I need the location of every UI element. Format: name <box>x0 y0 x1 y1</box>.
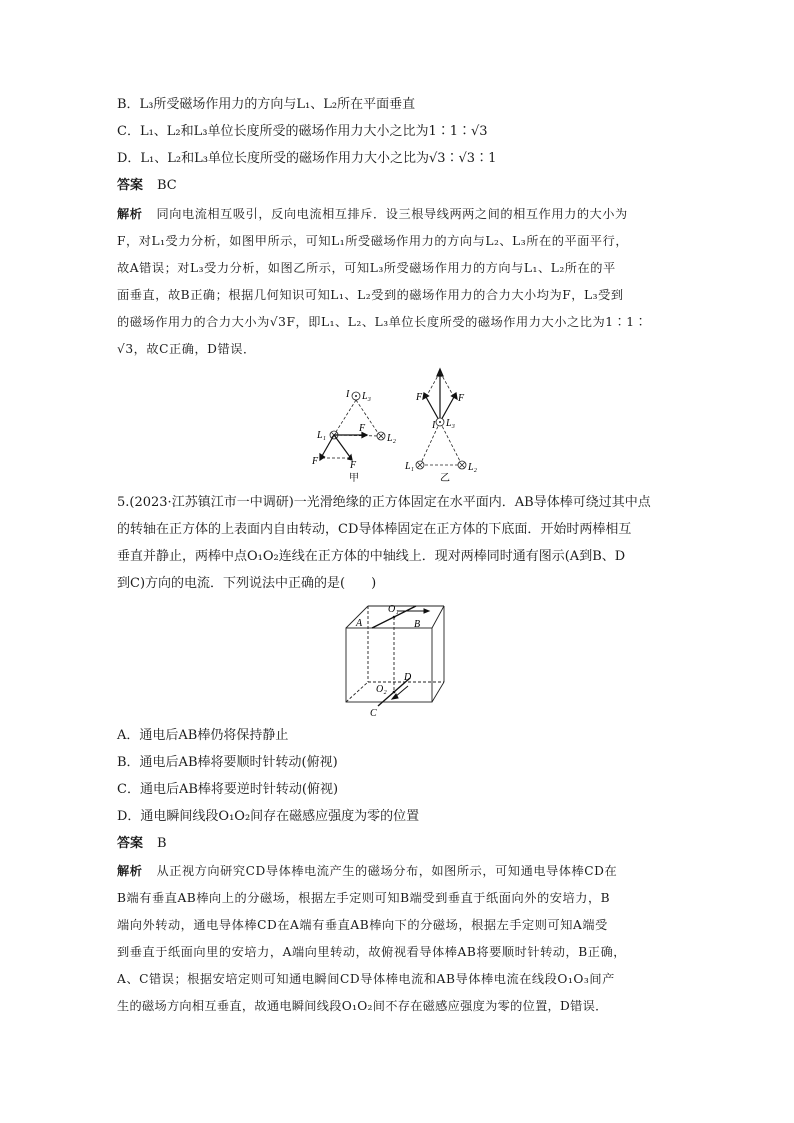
q5-option-b: B．通电后AB棒将要顺时针转动(俯视) <box>117 755 338 770</box>
label-current: I <box>346 389 350 400</box>
label-l3: L₃ <box>446 418 456 429</box>
answer-value: B <box>157 836 167 851</box>
explanation-text: 从正视方向研究CD导体棒电流产生的磁场分布，如图所示，可知通电导体棒CD在 <box>156 864 618 878</box>
q4-explanation-line: 面垂直，故B正确；根据几何知识可知L₁、L₂受到的磁场作用力的合力大小均为F，L₃受到 <box>117 288 624 302</box>
q5-stem-line: 5.(2023·江苏镇江市一中调研)一光滑绝缘的正方体固定在水平面内．AB导体棒可绕过其中点 <box>117 495 651 510</box>
q4-option-c: C．L₁、L₂和L₃单位长度所受的磁场作用力大小之比为1∶1∶√3 <box>117 124 488 139</box>
label-force: F <box>359 423 366 434</box>
force-arrows <box>320 433 367 461</box>
q5-option-d: D．通电瞬间线段O₁O₂间存在磁感应强度为零的位置 <box>117 809 420 824</box>
q5-option-c: C．通电后AB棒将要逆时针转动(俯视) <box>117 782 339 797</box>
label-l3: L₃ <box>362 391 372 402</box>
explanation-label: 解析 <box>117 207 143 221</box>
q4-explanation-line: 的磁场作用力的合力大小为√3F，即L₁、L₂、L₃单位长度所受的磁场作用力大小之比为1∶1∶ <box>117 315 648 329</box>
answer-label: 答案 <box>117 836 144 851</box>
force-arrows <box>423 369 457 422</box>
midpoint-o2 <box>393 691 396 694</box>
q4-option-d: D．L₁、L₂和L₃单位长度所受的磁场作用力大小之比为√3∶√3∶1 <box>117 151 497 166</box>
label-a: A <box>356 618 363 629</box>
midpoint-o1 <box>393 616 396 619</box>
label-force: F <box>350 460 357 471</box>
answer-label: 答案 <box>117 178 144 193</box>
wire-l2-cross <box>377 432 385 440</box>
label-force: F <box>458 393 465 404</box>
label-o2: O₂ <box>376 684 387 695</box>
answer-value: BC <box>157 178 177 193</box>
label-l1: L₁ <box>317 430 327 441</box>
label-current: I <box>432 420 436 431</box>
q4-answer <box>117 177 177 195</box>
q5-explanation-line: A、C错误；根据安培定则可知通电瞬间CD导体棒电流和AB导体棒电流在线段O₁O₃间产 <box>117 972 615 986</box>
label-l1: L₁ <box>405 461 415 472</box>
q5-option-a: A．通电后AB棒仍将保持静止 <box>117 728 289 743</box>
force-diagram-yi <box>398 364 498 485</box>
label-l2: L₂ <box>387 433 397 444</box>
label-d: D <box>404 672 412 683</box>
q5-stem-line: 到C)方向的电流．下列说法中正确的是( ) <box>117 576 377 591</box>
q5-explanation-line: 生的磁场方向相互垂直，故通电瞬间线段O₁O₂间不存在磁感应强度为零的位置，D错误． <box>117 999 608 1013</box>
label-b: B <box>414 619 421 630</box>
figure-caption: 甲 <box>349 473 359 484</box>
q5-stem-line: 垂直并静止，两棒中点O₁O₂连线在正方体的中轴线上．现对两棒同时通有图示(A到B、D <box>117 549 626 564</box>
q4-option-b: B．L₃所受磁场作用力的方向与L₁、L₂所在平面垂直 <box>117 97 416 112</box>
label-force: F <box>312 456 319 467</box>
wire-l3-dot <box>352 392 360 400</box>
wire-l3-dot <box>436 418 444 426</box>
q5-answer <box>117 835 167 853</box>
wire-l2-cross <box>458 461 466 469</box>
explanation-label: 解析 <box>117 864 143 878</box>
cube-diagram <box>336 600 456 720</box>
q5-explanation-line: B端有垂直AB棒向上的分磁场，根据左手定则可知B端受到垂直于纸面向外的安培力，B <box>117 891 611 905</box>
q5-explanation-line: 端向外转动，通电导体棒CD在A端有垂直AB棒向下的分磁场，根据左手定则可知A端受 <box>117 918 608 932</box>
figure-caption: 乙 <box>440 473 450 484</box>
q4-explanation-line: √3，故C正确，D错误． <box>117 342 256 356</box>
force-diagram-jia <box>306 380 406 485</box>
wire-l1-cross <box>416 461 424 469</box>
label-o1: O₁ <box>388 604 399 615</box>
q4-explanation-line: F，对L₁受力分析，如图甲所示，可知L₁所受磁场作用力的方向与L₂、L₃所在的平面平行， <box>117 234 629 248</box>
q5-explanation-line: 到垂直于纸面向里的安培力，A端向里转动，故俯视看导体棒AB将要顺时针转动，B正确， <box>117 945 627 959</box>
q4-explanation-line <box>117 205 628 223</box>
label-l2: L₂ <box>468 462 478 473</box>
q5-stem-line: 的转轴在正方体的上表面内自由转动，CD导体棒固定在正方体的下底面．开始时两棒相互 <box>117 522 632 537</box>
label-force: F <box>416 392 423 403</box>
q4-explanation-line: 故A错误；对L₃受力分析，如图乙所示，可知L₃所受磁场作用力的方向与L₁、L₂所在的平 <box>117 261 616 275</box>
q5-explanation-line <box>117 862 617 880</box>
label-c: C <box>370 708 377 719</box>
explanation-text: 同向电流相互吸引，反向电流相互排斥．设三根导线两两之间的相互作用力的大小为 <box>156 207 628 221</box>
